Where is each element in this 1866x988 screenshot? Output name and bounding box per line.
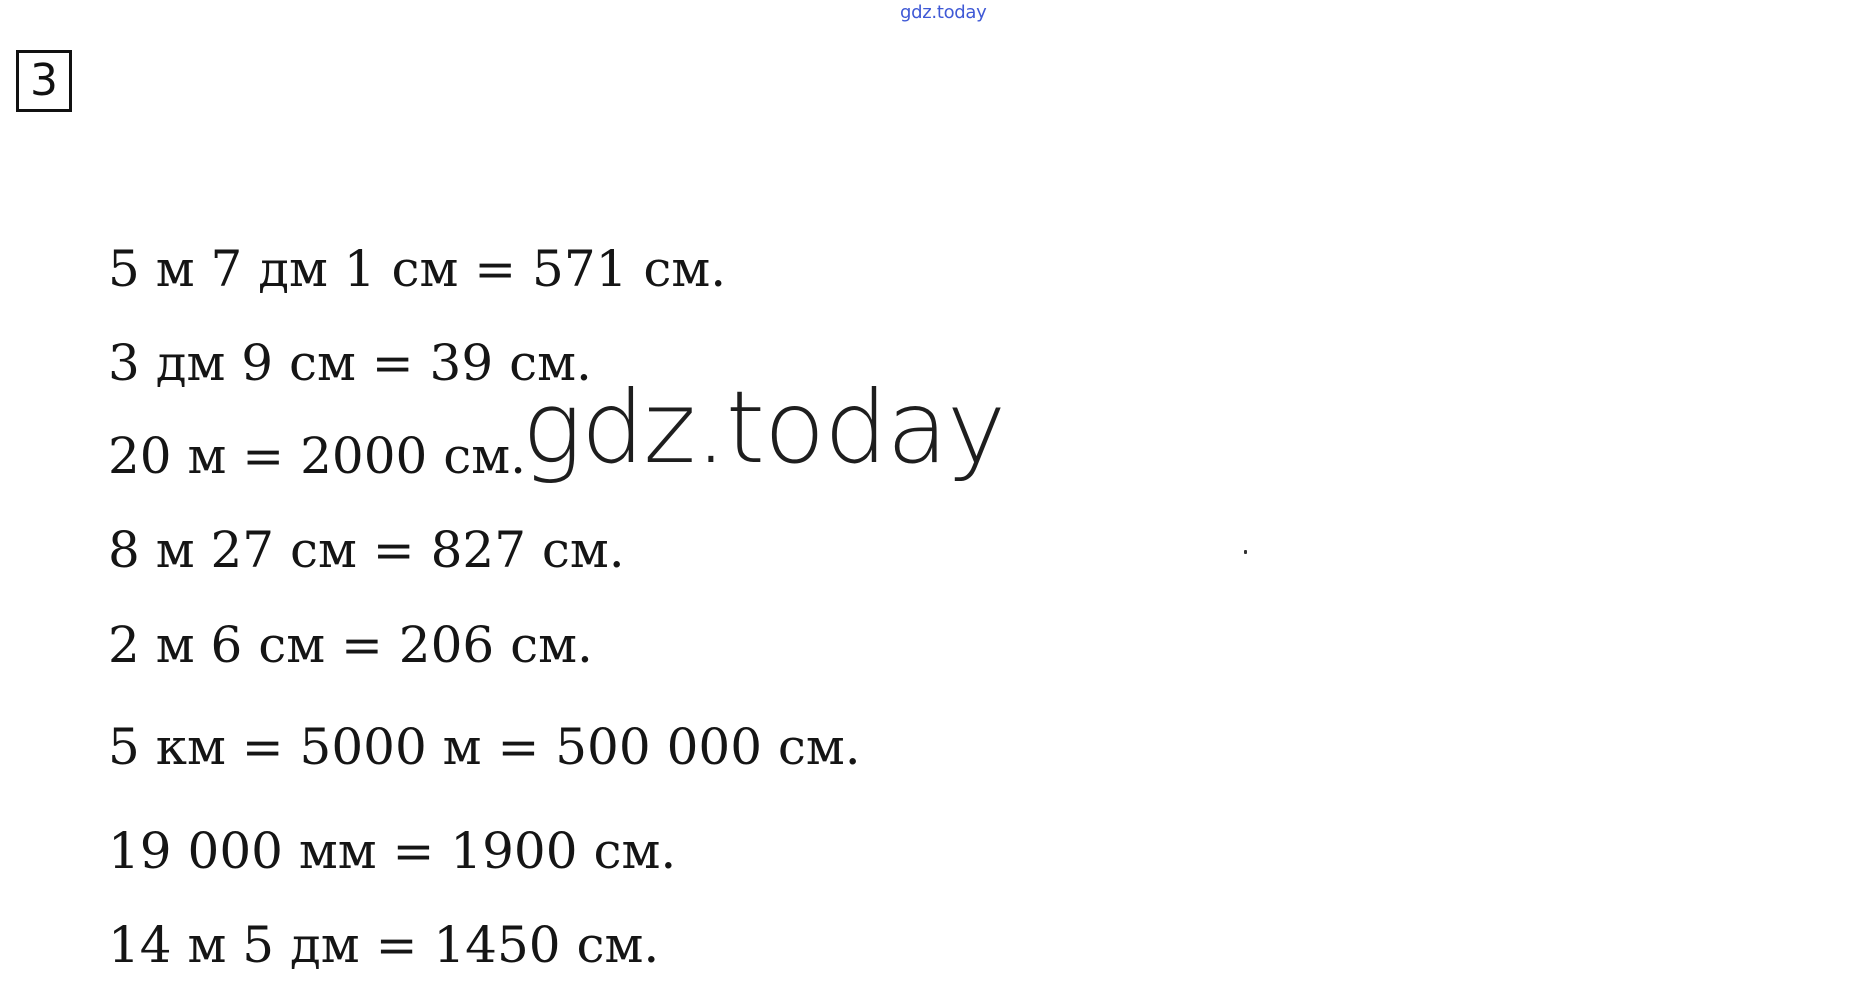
- site-watermark-large: gdz.today: [522, 369, 1006, 486]
- task-number-box: [16, 50, 72, 112]
- scan-speck: [1244, 550, 1247, 554]
- conversion-line-4: 8 м 27 см = 827 см.: [108, 521, 625, 579]
- conversion-line-6: 5 км = 5000 м = 500 000 см.: [108, 718, 861, 776]
- site-watermark-small: gdz.today: [900, 2, 987, 23]
- conversion-line-2: 3 дм 9 см = 39 см.: [108, 334, 592, 392]
- conversion-line-8: 14 м 5 дм = 1450 см.: [108, 916, 660, 974]
- conversion-line-7: 19 000 мм = 1900 см.: [108, 822, 677, 880]
- conversion-line-1: 5 м 7 дм 1 см = 571 см.: [108, 240, 727, 298]
- conversion-line-5: 2 м 6 см = 206 см.: [108, 616, 593, 674]
- conversion-line-3: 20 м = 2000 см.: [108, 427, 527, 485]
- task-number: 3: [30, 55, 58, 106]
